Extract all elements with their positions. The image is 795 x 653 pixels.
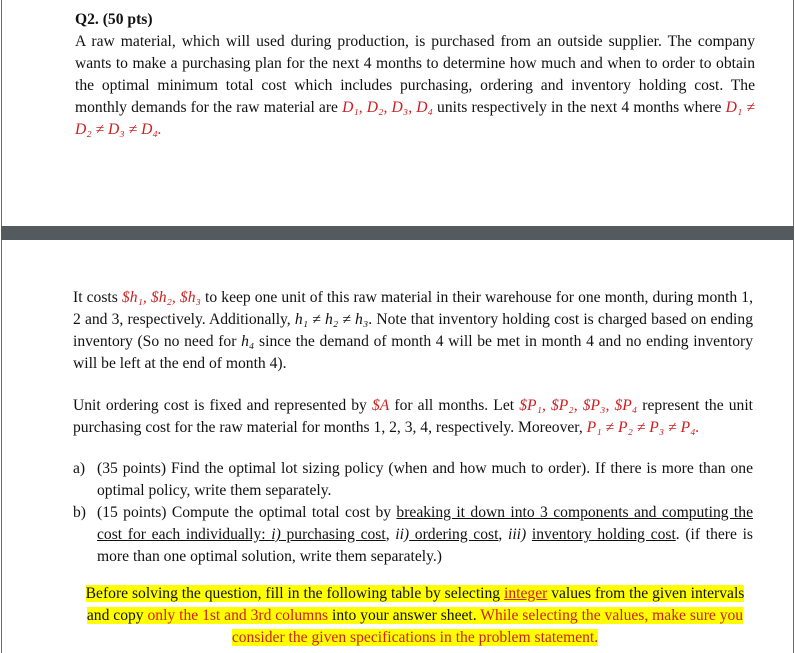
ordering-text-3: represent the unit purchasing cost for the raw material for months 1, 2, 3, 4, respectively. Moreover, [73, 397, 753, 436]
holding-text-1: It costs [73, 289, 122, 306]
holding-text-2: to keep one unit of this raw material in their warehouse for one month, during month 1, 2 and 3, respectively. Additionally, [73, 289, 753, 328]
part-b-underlined-1: breaking it down into 3 components and computing the cost for each individually: [97, 504, 753, 543]
banner-text-2: values from the given intervals and copy [86, 585, 745, 624]
part-b-text-2: . (if there is more than one optimal solution, write them separately.) [97, 526, 753, 565]
banner-integer-word: integer [504, 585, 548, 602]
part-b-roman-iii: iii) [508, 526, 527, 543]
ordering-text-2: for all months. Let [389, 397, 520, 414]
part-b-comma-1: , [385, 526, 396, 543]
part-a-text: (35 points) Find the optimal lot sizing policy (when and how much to order). If there is more than one optimal policy, write them separately. [97, 460, 753, 499]
banner-warning: While selecting the values, make sure you consider the given specifications in the problem statement. [231, 607, 744, 646]
ordering-cost-variable: $A [371, 397, 390, 414]
holding-cost-variables: $h₁, $h₂, $h₃ [121, 289, 201, 306]
banner-text-1: Before solving the question, fill in the following table by selecting [85, 585, 505, 602]
part-b [73, 502, 753, 568]
part-a [73, 458, 753, 502]
part-a-label: a) [73, 460, 86, 477]
question-heading: Q2. (50 pts) [75, 11, 153, 28]
part-b-text-1: (15 points) Compute the optimal total cost by [97, 504, 397, 521]
banner-highlight [86, 585, 745, 646]
ordering-text-1: Unit ordering cost is fixed and represented by [73, 397, 372, 414]
part-b-roman-i: i) [271, 526, 281, 543]
banner-columns: only the 1st and 3rd columns [147, 607, 329, 624]
part-b-comma-2: , [498, 526, 508, 543]
intro-tail: units respectively in the next 4 months where [432, 99, 722, 116]
demand-condition: D₁ ≠ D₂ ≠ D₃ ≠ D₄. [75, 99, 755, 138]
part-b-label: b) [73, 504, 86, 521]
demand-variables: D₁, D₂, D₃, D₄ [342, 99, 433, 116]
holding-h4: h₄ [241, 333, 255, 350]
question-parts-list [73, 458, 753, 568]
banner-text-3: into your answer sheet. [328, 607, 481, 624]
holding-text-4: since the demand of month 4 will be met in month 4 and no ending inventory will be left at the end of month 4). [73, 333, 754, 372]
holding-text-3: . Note that inventory holding cost is charged based on ending inventory (So no need for [73, 311, 753, 350]
part-b-holding-cost: inventory holding cost [531, 526, 676, 543]
question-intro-paragraph [75, 31, 755, 141]
part-b-purchasing-cost: purchasing cost [280, 526, 386, 543]
holding-cost-paragraph [73, 287, 753, 375]
part-b-ordering-cost: ordering cost [409, 526, 499, 543]
price-condition: P₁ ≠ P₂ ≠ P₃ ≠ P₄. [586, 419, 700, 436]
part-b-roman-ii: ii) [395, 526, 410, 543]
question-header-block [75, 9, 755, 141]
holding-condition: h₁ ≠ h₂ ≠ h₃ [294, 311, 369, 328]
instruction-banner [73, 583, 757, 649]
intro-text: A raw material, which will used during production, is purchased from an outside supplier. The company wants to make a purchasing plan for the next 4 months to determine how much and when to order to obtain the optimal minimum total cost which includes purchasing, ordering and inventory holding cost. The monthly demands for the raw material are [75, 33, 755, 116]
question-panel-top [1, 0, 794, 226]
purchase-price-variables: $P₁, $P₂, $P₃, $P₄ [519, 397, 638, 414]
page-separator [1, 226, 794, 240]
ordering-cost-paragraph [73, 395, 753, 439]
